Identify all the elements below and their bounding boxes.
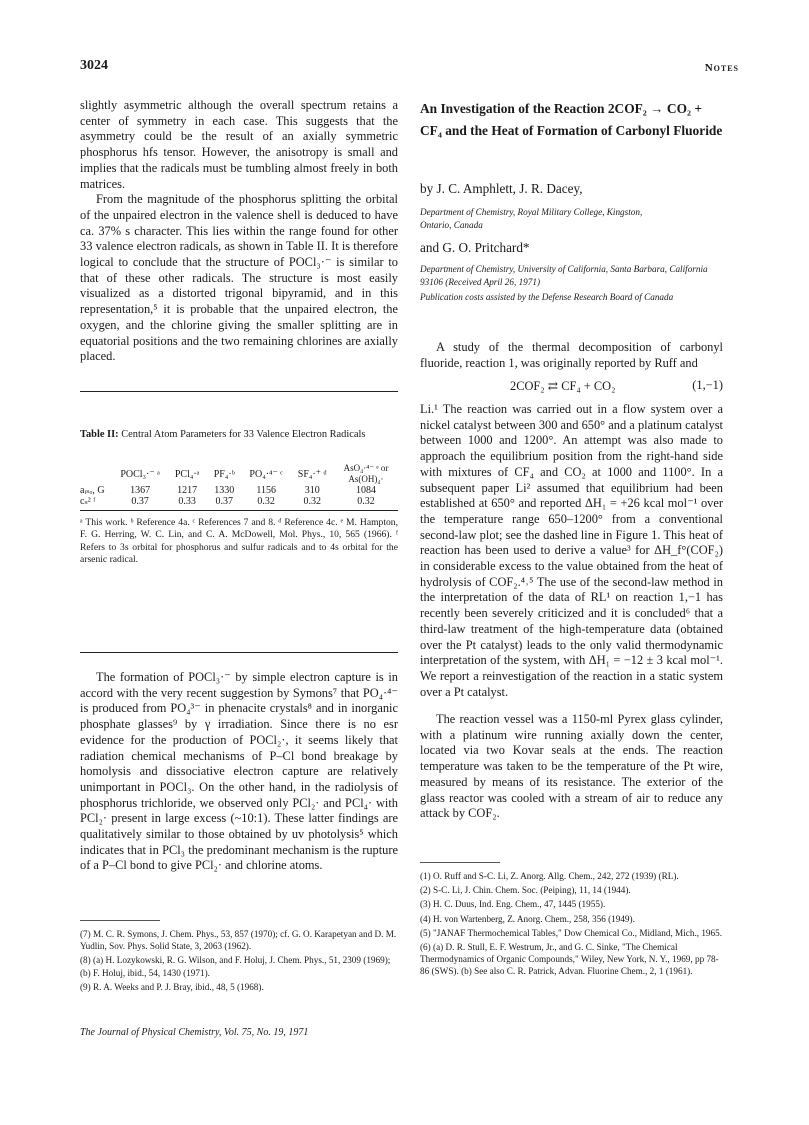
equation-1: [420, 378, 723, 394]
table-row-label: aᵢₛₒ, G: [80, 485, 105, 496]
table-cell: 0.32: [303, 496, 321, 507]
reference-item: (5) "JANAF Thermochemical Tables," Dow Chemical Co., Midland, Mich., 1965.: [420, 927, 723, 938]
reference-item: (6) (a) D. R. Stull, E. F. Westrum, Jr., and G. C. Sinke, "The Chemical Thermodynamics of Organic Compounds," Wiley, New York, N. Y., 1969, pp 78-86 (SWS). (b) See also C. R. Patrick, Advan. Fluorine Chem., 2, 1 (1961).: [420, 942, 719, 977]
affiliation-2: Department of Chemistry, University of California, Santa Barbara, California 93106 (Received April 26, 1971): [420, 264, 708, 287]
table-caption: [80, 428, 398, 441]
table-cell: 1156: [256, 485, 276, 496]
left-paragraph-1: slightly asymmetric although the overall spectrum retains a center of symmetry in each case. This suggests that the asymmetry could be the result of an axially symmetric phosphorus hfs tensor. However, the anisotropy is small and implies that the radicals must be tumbling almost freely in both matrices.: [80, 98, 398, 191]
table-row: [80, 485, 398, 496]
right-paragraph-2: Li.¹ The reaction was carried out in a flow system over a nickel catalyst between 300 and 650° and a platinum catalyst between 1000 and 1200°. An attempt was also made to approach the equilibrium position from the right-hand side with mixtures of CF₄ and CO₂ at 1000 and 1100°. In a subsequent paper Li² assumed that equilibrium had been established at 650° and reported ΔH₁ = +26 kcal mol⁻¹ over the temperature range 650–1200° from a conventional second-law plot; see the dashed line in Figure 1. This heat of reaction has been used to derive a value³ for ΔH_f°(COF₂) in considerable excess to the value obtained from the heat of hydrolysis of COF₂.⁴˒⁵ The use of the second-law method in the interpretation of the data of RL¹ on reaction 1,−1 has recently been severely criticized and it is concluded⁶ that a third-law treatment of the high-temperature data (obtained over the Pt catalyst) leads to the only valid thermodynamic interpretation of the system, with ΔH₁ = −12 ± 3 kcal mol⁻¹. We report a reinvestigation of the reaction in a static system over a Pt catalyst.: [420, 402, 723, 699]
table-cell: 0.33: [178, 496, 196, 507]
table-row: [80, 496, 398, 507]
table-caption-text: Central Atom Parameters for 33 Valence Electron Radicals: [121, 429, 366, 440]
table-data: [80, 463, 398, 507]
page-number: 3024: [80, 58, 108, 73]
table-cell: 0.32: [257, 496, 275, 507]
table-col-header: PCl₄·ᵃ: [174, 468, 200, 480]
table-cell: 1367: [130, 485, 151, 496]
table-top-rule: [80, 391, 398, 392]
table-cell: 0.37: [215, 496, 234, 507]
left-paragraph-3: The formation of POCl₃·⁻ by simple electron capture is in accord with the very recent suggestion by Symons⁷ that PO₄·⁴⁻ is produced from PO₄³⁻ in phenacite crystals⁸ and in inorganic phosphate glasses⁹ by γ irradiation. Since there is no esr evidence for the production of POCl₂·, it seems likely that radiation chemical mechanisms of P–Cl bond breakage by homolysis and dissociative electron capture are relatively unimportant in POCl₃. On the other hand, in the radiolysis of phosphorus trichloride, we observed only PCl₂· and PCl₄· with PCl₂· present in large excess (~10:1). These latter findings are qualitatively similar to those obtained by uv photolysis⁵ which indicates that in PCl₃ the predominant mechanism is the rupture of a P–Cl bond to give PCl₂· and chlorine atoms.: [80, 670, 398, 873]
reference-item: (2) S-C. Li, J. Chin. Chem. Soc. (Peiping), 11, 14 (1944).: [420, 885, 631, 896]
table-col-header: PF₄·ᵇ: [213, 468, 235, 480]
reference-item: (3) H. C. Duus, Ind. Eng. Chem., 47, 1445 (1955).: [420, 899, 606, 910]
table-inner-rule: [80, 510, 398, 511]
authors-line-2: and G. O. Pritchard*: [420, 240, 530, 255]
table-cell: 1330: [214, 485, 235, 496]
table-cell: 0.37: [131, 496, 149, 507]
reference-item: (1) O. Ruff and S-C. Li, Z. Anorg. Allg. Chem., 242, 272 (1939) (RL).: [420, 871, 679, 881]
reference-item: (8) (a) H. Lozykowski, R. G. Wilson, and F. Holuj, J. Chem. Phys., 51, 2309 (1969); (b) F. Holuj, ibid., 54, 1430 (1971).: [80, 955, 391, 978]
authors-line-1: by J. C. Amphlett, J. R. Dacey,: [420, 181, 583, 196]
table-footnotes: ᵃ This work. ᵇ Reference 4a. ᶜ References 7 and 8. ᵈ Reference 4c. ᵉ M. Hampton, F. G. Herring, W. C. Lin, and C. A. McDowell, Mol. Phys., 10, 565 (1966). ᶠ Refers to 3s orbital for phosphorus and sulfur radicals and to 4s orbital for the arsenic radical.: [80, 517, 398, 565]
table-cell: 1084: [356, 485, 376, 496]
equation-number: (1,−1): [692, 378, 723, 392]
right-paragraph-1: A study of the thermal decomposition of carbonyl fluoride, reaction 1, was originally reported by Ruff and: [420, 340, 723, 370]
table-cell: 0.32: [357, 496, 375, 507]
right-references: [420, 870, 723, 980]
reference-item: (4) H. von Wartenberg, Z. Anorg. Chem., 258, 356 (1949).: [420, 913, 635, 924]
table-col-header: POCl₃·⁻ ᵃ: [120, 468, 160, 480]
table-bottom-rule: [80, 652, 398, 653]
right-paragraph-3: The reaction vessel was a 1150-ml Pyrex glass cylinder, with a platinum wire running axially down the center, located via two Kovar seals at the ends. The reaction temperature was taken to be the temperature of the Pt wire, measured by means of its resistance. The exterior of the glass reactor was cooled with a stream of air to reduce any attack by COF₂.: [420, 712, 723, 821]
table-col-header: PO₄·⁴⁻ ᶜ: [249, 468, 283, 480]
reference-item: (9) R. A. Weeks and P. J. Bray, ibid., 48, 5 (1968).: [80, 981, 264, 992]
left-paragraph-2: From the magnitude of the phosphorus splitting the orbital of the unpaired electron in the valence shell is deduced to have ca. 37% s character. This lies within the range found for other 33 valence electron radicals, as shown in Table II. It is therefore logical to conclude that the structure of POCl₃·⁻ is similar to that of these other radicals. The structure is most easily visualized as a distorted trigonal bipyramid, and in this representation,⁵ it is probable that the unpaired electron, the oxygen, and the chlorine giving the smaller splitting are in equatorial positions and the two remaining chlorines are axially placed.: [80, 192, 398, 364]
table-cell: 310: [304, 485, 320, 496]
table-cell: 1217: [177, 485, 198, 496]
journal-footer: The Journal of Physical Chemistry, Vol. 75, No. 19, 1971: [80, 1027, 309, 1038]
running-header: Notes: [704, 62, 739, 74]
footnote-divider-right: [420, 862, 500, 863]
footnote-divider-left: [80, 920, 160, 921]
affiliation-1: Department of Chemistry, Royal Military College, Kingston, Ontario, Canada: [420, 207, 643, 230]
left-column-top: [80, 98, 398, 365]
table-header-row: [80, 463, 398, 485]
left-references: [80, 928, 398, 995]
table-col-header: SF₄·⁺ ᵈ: [297, 468, 327, 480]
article-title: An Investigation of the Reaction 2COF₂ → CO₂ + CF₄ and the Heat of Formation of Carbonyl Fluoride: [420, 101, 723, 138]
table-col-header: AsO₄·⁴⁻ ᵉ or As(OH)₄·: [343, 463, 389, 484]
equation-text: 2COF₂ ⇄ CF₄ + CO₂: [510, 379, 616, 393]
table-row-label: cₛ² ᶠ: [80, 496, 96, 507]
publication-note: Publication costs assisted by the Defense Research Board of Canada: [420, 292, 674, 302]
table-label: Table II:: [80, 429, 119, 440]
reference-item: (7) M. C. R. Symons, J. Chem. Phys., 53, 857 (1970); cf. G. O. Karapetyan and D. M. Yudlin, Sov. Phys. Solid State, 3, 2063 (1962).: [80, 929, 397, 952]
table-ii: [80, 428, 398, 566]
